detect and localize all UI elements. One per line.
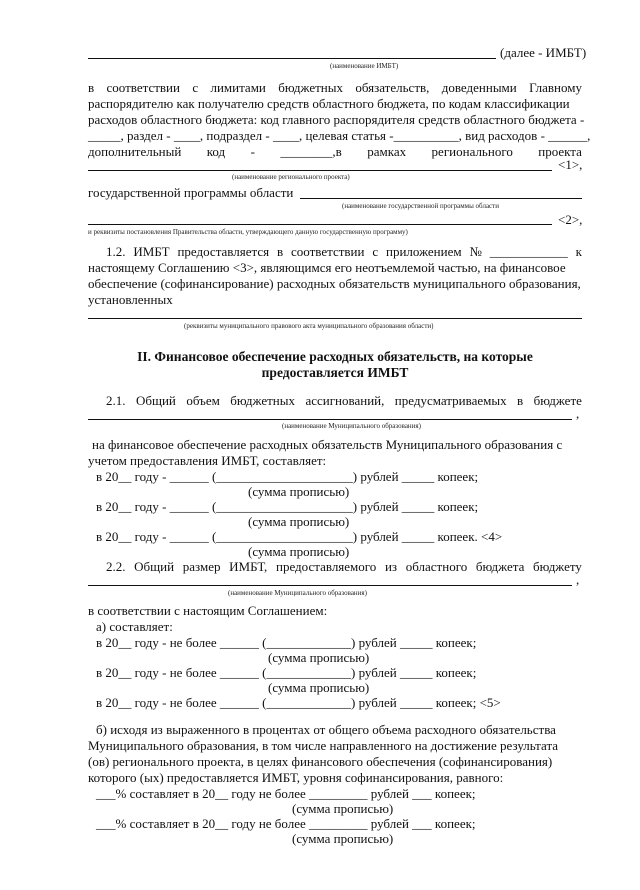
p12-caption: (реквизиты муниципального правового акта муниципального образования области) bbox=[184, 322, 434, 330]
p21-line-1-word: 2.1. bbox=[106, 393, 126, 408]
p21-caption: (наименование Муниципального образования) bbox=[282, 422, 421, 430]
p12-line-1-word: в bbox=[276, 244, 284, 259]
p21-line-1-word: бюджете bbox=[533, 393, 582, 408]
imbt-caption: (наименование ИМБТ) bbox=[330, 62, 399, 70]
p12-line-1-word: к bbox=[575, 244, 582, 259]
p22-line-1 bbox=[106, 559, 582, 574]
p21-line-1-word: объем bbox=[186, 393, 220, 408]
p21-comma: , bbox=[576, 406, 580, 421]
p22-line-1-word: бюджета bbox=[475, 559, 525, 574]
p21-line-1-word: ассигнований, bbox=[305, 393, 385, 408]
section-title-2: предоставляется ИМБТ bbox=[261, 365, 409, 380]
intro-line-5-word: проекта bbox=[538, 144, 582, 159]
intro-line-1-word: с bbox=[192, 80, 199, 95]
gp-caption: (наименование государственной программы области bbox=[342, 202, 499, 210]
p21-mo-line bbox=[88, 419, 572, 420]
intro-line-1-word: соответствии bbox=[106, 80, 180, 95]
p21-line-1-word: бюджетных bbox=[230, 393, 295, 408]
p21-row-2: в 20__ году - ______ (_____________________) рублей _____ копеек; bbox=[96, 499, 479, 514]
p22-pct-caption-1: (сумма прописью) bbox=[292, 801, 394, 816]
p22-line-1-word: 2.2. bbox=[106, 559, 126, 574]
p12-line-4: установленных bbox=[88, 292, 173, 307]
resolution-caption: и реквизиты постановления Правительства области, утверждающего данную государственную программу) bbox=[88, 228, 408, 236]
p21-line-2: на финансовое обеспечение расходных обязательств Муниципального образования с bbox=[92, 437, 563, 452]
p22-line-1-word: размер bbox=[182, 559, 221, 574]
p22-b-line-4: которого (ых) предоставляется ИМБТ, уровня софинансирования, равного: bbox=[88, 770, 504, 785]
intro-line-1-word: бюджетных bbox=[278, 80, 343, 95]
p22-row-1: в 20__ году - не более ______ (_____________) рублей _____ копеек; bbox=[96, 635, 477, 650]
p22-pct-row-1: ___% составляет в 20__ году не более _________ рублей ___ копеек; bbox=[96, 786, 476, 801]
p22-b-line-1: б) исходя из выраженного в процентах от общего объема расходного обязательства bbox=[96, 722, 556, 737]
p22-sum-caption-2: (сумма прописью) bbox=[268, 680, 370, 695]
section-title-1: II. Финансовое обеспечение расходных обязательств, на которые bbox=[137, 349, 533, 364]
p22-comma: , bbox=[576, 572, 580, 587]
p12-act-line bbox=[88, 318, 582, 319]
note-1: <1>, bbox=[558, 157, 583, 172]
p22-mo-line bbox=[88, 585, 572, 586]
p12-line-1-word: с bbox=[372, 244, 379, 259]
p12-line-2: настоящему Соглашению <3>, являющимся его неотъемлемой частью, на финансовое bbox=[88, 260, 566, 275]
p12-line-3: обеспечение (софинансирование) расходных обязательств муниципального образования, bbox=[88, 276, 581, 291]
intro-line-1 bbox=[88, 80, 582, 95]
p22-pct-caption-2: (сумма прописью) bbox=[292, 831, 394, 846]
intro-line-5-word: код bbox=[206, 144, 226, 159]
p22-b-line-2: Муниципального образования, в том числе направленного на достижение результата bbox=[88, 738, 559, 753]
intro-line-1-word: обязательств, bbox=[355, 80, 430, 95]
p12-line-1-word: № bbox=[469, 244, 482, 259]
p21-row-3: в 20__ году - ______ (_____________________) рублей _____ копеек. <4> bbox=[96, 529, 503, 544]
p12-line-1-word: соответствии bbox=[291, 244, 365, 259]
p12-line-1-word: приложением bbox=[386, 244, 462, 259]
intro-line-5-word: регионального bbox=[431, 144, 513, 159]
intro-line-5-word: - bbox=[250, 144, 255, 159]
intro-line-1-word: в bbox=[88, 80, 95, 95]
p22-line-1-word: Общий bbox=[134, 559, 175, 574]
p22-line-1-word: бюджету bbox=[533, 559, 582, 574]
imbt-suffix: (далее - ИМБТ) bbox=[500, 45, 587, 60]
note-2: <2>, bbox=[558, 212, 583, 227]
p21-sum-caption-3: (сумма прописью) bbox=[248, 544, 350, 559]
p21-line-3: учетом предоставления ИМБТ, составляет: bbox=[88, 453, 327, 468]
project-line bbox=[88, 170, 552, 171]
p22-b-line-3: (ов) регионального проекта, в целях финансового обеспечения (софинансирования) bbox=[88, 754, 553, 769]
intro-line-5-word: ________,в bbox=[280, 144, 342, 159]
intro-line-5-word: дополнительный bbox=[88, 144, 182, 159]
p12-line-1-word: ____________ bbox=[489, 244, 568, 259]
p12-line-1-word: предоставляется bbox=[177, 244, 270, 259]
p22-row-2: в 20__ году - не более ______ (_____________) рублей _____ копеек; bbox=[96, 665, 477, 680]
gp-label: государственной программы области bbox=[88, 185, 294, 200]
p22-line-1-word: ИМБТ, bbox=[229, 559, 268, 574]
p21-line-1 bbox=[106, 393, 582, 408]
intro-line-1-word: лимитами bbox=[210, 80, 266, 95]
intro-line-3: расходов областного бюджета: код главного распорядителя средств областного бюджета - bbox=[88, 112, 585, 127]
intro-line-1-word: Главному bbox=[529, 80, 582, 95]
p12-line-1-word: ИМБТ bbox=[133, 244, 170, 259]
intro-line-4: _____, раздел - ____, подраздел - ____, целевая статья -__________, вид расходов - ______, bbox=[88, 128, 591, 143]
p22-pct-row-2: ___% составляет в 20__ году не более _________ рублей ___ копеек; bbox=[96, 816, 476, 831]
imbt-name-line bbox=[88, 58, 496, 59]
resolution-line bbox=[88, 224, 552, 225]
p22-sum-caption-1: (сумма прописью) bbox=[268, 650, 370, 665]
p22-line-1-word: из bbox=[384, 559, 398, 574]
intro-line-5-word: рамках bbox=[367, 144, 407, 159]
p12-line-1 bbox=[106, 244, 582, 259]
intro-line-1-word: доведенными bbox=[441, 80, 517, 95]
p21-row-1: в 20__ году - ______ (_____________________) рублей _____ копеек; bbox=[96, 469, 479, 484]
p21-line-1-word: Общий bbox=[135, 393, 176, 408]
p21-line-1-word: в bbox=[517, 393, 524, 408]
p22-row-3: в 20__ году - не более ______ (_____________) рублей _____ копеек; <5> bbox=[96, 695, 501, 710]
p22-line-1-word: областного bbox=[405, 559, 468, 574]
p21-sum-caption-1: (сумма прописью) bbox=[248, 484, 350, 499]
p22-caption: (наименование Муниципального образования) bbox=[228, 589, 367, 597]
p21-sum-caption-2: (сумма прописью) bbox=[248, 514, 350, 529]
intro-line-2: распорядителю как получателю средств областного бюджета, по кодам классификации bbox=[88, 96, 570, 111]
p22-a-label: а) составляет: bbox=[96, 619, 173, 634]
gp-line bbox=[300, 198, 582, 199]
p12-line-1-word: 1.2. bbox=[106, 244, 126, 259]
intro-line-5 bbox=[88, 144, 582, 159]
p22-line-2: в соответствии с настоящим Соглашением: bbox=[88, 603, 328, 618]
project-caption: (наименование регионального проекта) bbox=[232, 173, 350, 181]
p22-line-1-word: предоставляемого bbox=[275, 559, 377, 574]
p21-line-1-word: предусматриваемых bbox=[394, 393, 507, 408]
